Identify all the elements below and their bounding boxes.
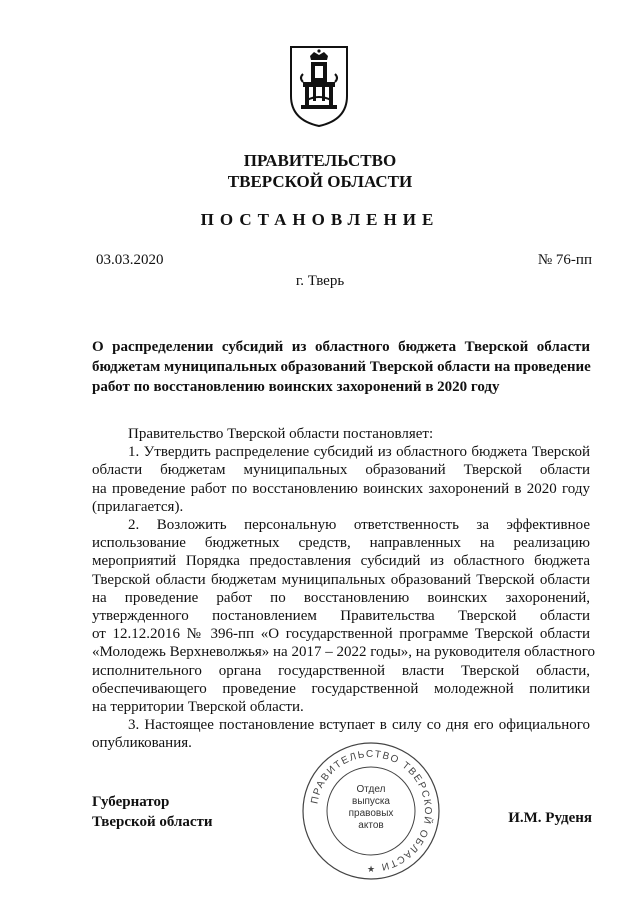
body-line: Правительство Тверской области постановляет: xyxy=(128,426,434,442)
body-line: (прилагается). xyxy=(92,498,184,515)
stamp-line: актов xyxy=(358,820,384,831)
body-line: на проведение работ по восстановлению воинских захоронений, xyxy=(92,589,590,606)
body-line: Тверской области бюджетам муниципальных образований Тверской области xyxy=(92,571,590,588)
svg-text:★: ★ xyxy=(366,864,376,874)
document-city: г. Тверь xyxy=(295,273,345,289)
body-line: опубликования. xyxy=(92,735,192,752)
body-line: использование бюджетных средств, направленных на реализацию xyxy=(92,535,590,552)
signer-title-line2: Тверской области xyxy=(92,814,213,830)
body-line: 3. Настоящее постановление вступает в силу со дня его официального xyxy=(128,717,590,734)
heading-line: О распределении субсидий из областного бюджета Тверской области xyxy=(92,339,590,355)
government-name-line1: ПРАВИТЕЛЬСТВО xyxy=(243,151,397,170)
signer-title-line1: Губернатор xyxy=(92,794,170,810)
body-line: утвержденного постановлением Правительства Тверской области xyxy=(92,608,590,625)
body-line: мероприятий Порядка предоставления субсидий из областного бюджета xyxy=(92,553,590,570)
document-heading xyxy=(92,337,590,397)
body-line: 1. Утвердить распределение субсидий из областного бюджета Тверской xyxy=(128,444,590,461)
body-line: исполнительного органа государственной власти Тверской области, xyxy=(92,662,590,679)
heading-line: работ по восстановлению воинских захоронений в 2020 году xyxy=(92,379,500,395)
stamp-line: Отдел xyxy=(356,784,386,795)
stamp-line: правовых xyxy=(348,808,394,819)
stamp-line: выпуска xyxy=(352,796,390,807)
document-date: 03.03.2020 xyxy=(96,252,164,268)
body-line: обеспечивающего проведение государственной молодежной политики xyxy=(92,680,590,697)
body-line: на проведение работ по восстановлению воинских захоронений в 2020 году xyxy=(92,480,590,497)
signer-title xyxy=(92,792,213,832)
body-line: области бюджетам муниципальных образований Тверской области xyxy=(92,462,590,479)
government-name-line2: ТВЕРСКОЙ ОБЛАСТИ xyxy=(227,172,413,191)
document-body xyxy=(92,425,596,753)
heading-line: бюджетам муниципальных образований Тверской области на проведение xyxy=(92,359,591,375)
body-line: от 12.12.2016 № 396-пп «О государственной программе Тверской области xyxy=(92,626,590,643)
coat-of-arms-icon xyxy=(288,44,350,128)
document-type: ПОСТАНОВЛЕНИЕ xyxy=(200,210,440,229)
document-number: № 76-пп xyxy=(537,252,592,268)
stamp-inner-text xyxy=(336,784,406,832)
body-line: «Молодежь Верхневолжья» на 2017 – 2022 годы», на руководителя областного xyxy=(92,644,596,661)
body-line: 2. Возложить персональную ответственность за эффективное xyxy=(128,517,590,534)
body-line: на территории Тверской области. xyxy=(92,699,304,716)
signer-name: И.М. Руденя xyxy=(508,810,592,826)
stamp-ring-text: ПРАВИТЕЛЬСТВО ТВЕРСКОЙ ОБЛАСТИ xyxy=(309,748,434,873)
